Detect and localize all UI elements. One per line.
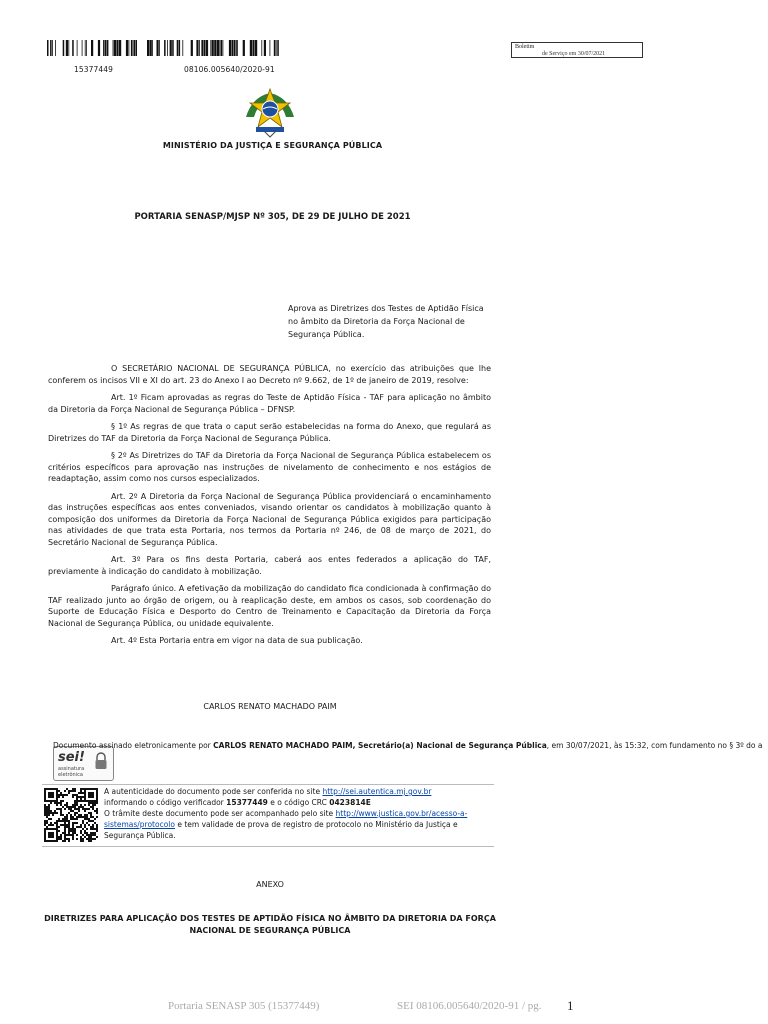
footer-process-ref: SEI 08106.005640/2020-91 / pg. bbox=[397, 1000, 542, 1012]
paragraph: § 2º As Diretrizes do TAF da Diretoria da Força Nacional de Segurança Pública estabelecem os critérios específicos para aprovação nas instruções de nivelamento de conhecimento e nos estágios de readaptação, assim como nos cursos especializados. bbox=[48, 451, 491, 483]
paragraph: Art. 4º Esta Portaria entra em vigor na data de sua publicação. bbox=[111, 636, 363, 645]
signature-statement: Documento assinado eletronicamente por CARLOS RENATO MACHADO PAIM, Secretário(a) Nacional de Segurança Pública, em 30/07/2021, às 15:32, com fundamento no § 3º do a bbox=[53, 741, 763, 750]
barcode-left-number: 15377449 bbox=[74, 65, 113, 74]
anexo-label: ANEXO bbox=[256, 880, 284, 889]
paragraph: § 1º As regras de que trata o caput serão estabelecidas na forma do Anexo, que regulará as Diretrizes do TAF da Diretoria da Força Nacional de Segurança Pública. bbox=[48, 422, 491, 443]
crc-code: 0423814E bbox=[329, 798, 371, 807]
anexo-title: DIRETRIZES PARA APLICAÇÃO DOS TESTES DE APTIDÃO FÍSICA NO ÂMBITO DA DIRETORIA DA FORÇA NACIONAL DE SEGURANÇA PÚBLICA bbox=[44, 914, 496, 935]
coat-of-arms-icon bbox=[244, 87, 296, 139]
ministry-name: MINISTÉRIO DA JUSTIÇA E SEGURANÇA PÚBLICA bbox=[162, 141, 383, 150]
qr-code-icon bbox=[44, 788, 100, 842]
paragraph: Art. 1º Ficam aprovadas as regras do Teste de Aptidão Física - TAF para aplicação no âmbito da Diretoria da Força Nacional de Segurança Pública – DFNSP. bbox=[48, 393, 491, 414]
document-title: PORTARIA SENASP/MJSP Nº 305, DE 29 DE JULHO DE 2021 bbox=[134, 212, 411, 222]
boletim-stamp: Boletim de Serviço em 30/07/2021 bbox=[511, 42, 643, 58]
sei-signature-logo: sei! assinatura eletrônica bbox=[53, 746, 114, 781]
verification-code: 15377449 bbox=[226, 798, 268, 807]
document-body bbox=[48, 363, 491, 653]
sei-authenticity-link[interactable]: http://sei.autentica.mj.gov.br bbox=[322, 787, 432, 796]
barcode-right bbox=[147, 40, 280, 56]
footer-page-number: 1 bbox=[567, 998, 574, 1013]
signer-name: CARLOS RENATO MACHADO PAIM bbox=[203, 702, 337, 711]
authenticity-text: A autenticidade do documento pode ser conferida no site http://sei.autentica.mj.gov.br informando o código verificador 15377449 e o código CRC 0423814E O trâmite deste documento pode ser acompanhado pelo site http://www.justica.gov.br/acesso-a-sistemas/protocolo e tem validade de prova de registro de protocolo no Ministério da Justiça e Segurança Pública. bbox=[104, 787, 468, 840]
barcode-left bbox=[47, 40, 137, 56]
paragraph: Parágrafo único. A efetivação da mobilização do candidato fica condicionada à confirmação do TAF realizado junto ao órgão de origem, ou à reaplicação deste, em ambos os casos, sob coordenação do Suporte de Educação Física e Desporto do Centro de Treinamento e Capacitação da Diretoria da Força Nacional de Segurança Pública, ou unidade equivalente. bbox=[48, 584, 491, 628]
paragraph: O SECRETÁRIO NACIONAL DE SEGURANÇA PÚBLICA, no exercício das atribuições que lhe conferem os incisos VII e XI do art. 23 do Anexo I ao Decreto nº 9.662, de 1º de janeiro de 2019, resolve: bbox=[48, 364, 491, 385]
protocol-tracking-link[interactable]: http://www.justica.gov.br/acesso-a-sistemas/protocolo bbox=[104, 809, 468, 829]
ementa: Aprova as Diretrizes dos Testes de Aptidão Física no âmbito da Diretoria da Força Nacional de Segurança Pública. bbox=[288, 304, 484, 339]
barcode-right-number: 08106.005640/2020-91 bbox=[184, 65, 275, 74]
lock-icon bbox=[94, 752, 108, 770]
paragraph: Art. 2º A Diretoria da Força Nacional de Segurança Pública providenciará o encaminhamento das instruções específicas aos entes conveniados, visando orientar os candidatos à mobilização quanto à composição dos uniformes da Diretoria da Força Nacional de Segurança Pública exigidos para participação nas atividades de que trata esta Portaria, nos termos da Portaria nº 246, de 08 de março de 2021, do Secretário Nacional de Segurança Pública. bbox=[48, 491, 491, 547]
footer-document-ref: Portaria SENASP 305 (15377449) bbox=[168, 1000, 320, 1012]
paragraph: Art. 3º Para os fins desta Portaria, caberá aos entes federados a aplicação do TAF, previamente à indicação do candidato à mobilização. bbox=[48, 555, 491, 576]
